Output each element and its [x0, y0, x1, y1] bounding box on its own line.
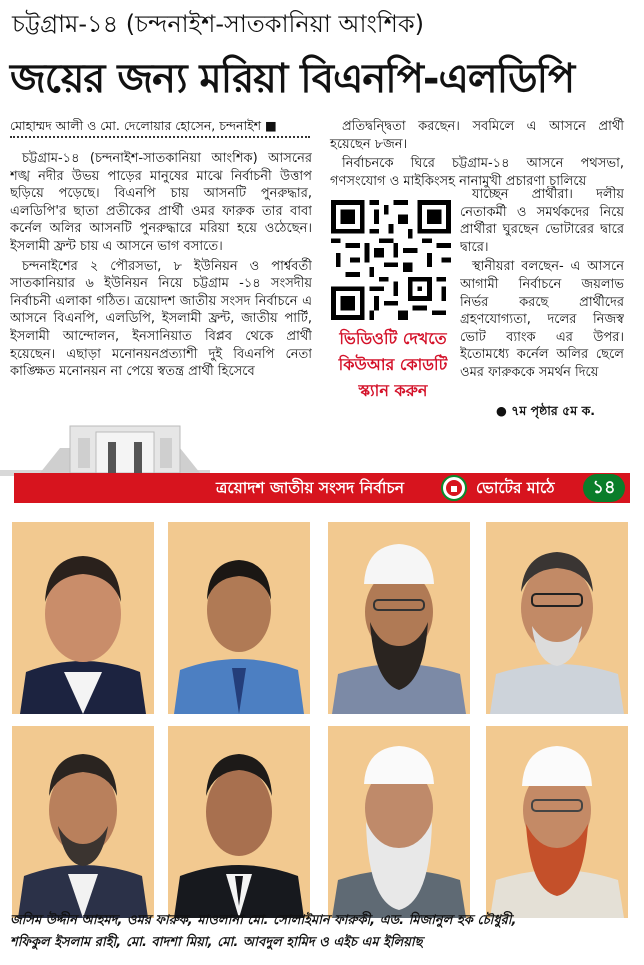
banner-subtitle: ভোটের মাঠে	[476, 479, 555, 497]
qr-code-icon[interactable]	[331, 200, 451, 320]
headline: জয়ের জন্য মরিয়া বিএনপি-এলডিপি	[10, 56, 575, 102]
candidate-photo	[12, 726, 154, 918]
banner-title: ত্রয়োদশ জাতীয় সংসদ নির্বাচন	[216, 479, 405, 497]
qr-caption: ভিডিওটি দেখতে কিউআর কোডটি স্ক্যান করুন	[338, 329, 448, 400]
candidate-photo	[168, 522, 310, 714]
byline-divider	[10, 136, 310, 138]
candidate-photo	[12, 522, 154, 714]
banner-number-badge: ১৪	[583, 474, 625, 502]
square-bullet-icon: ■	[265, 118, 277, 133]
continued-on-page: ● ৭ম পৃষ্ঠার ৫ম ক.	[496, 403, 596, 418]
byline	[10, 117, 312, 134]
article-paragraph: নির্বাচনকে ঘিরে চট্টগ্রাম-১৪ আসনে পথসভা, গণসংযোগ ও মাইকিংসহ নানামুখী প্রচারণা চালিয়ে	[330, 156, 624, 189]
candidate-photo	[328, 522, 470, 714]
caption-line: জসিম উদ্দীন আহমদ, ওমর ফারুক, মাওলানা মো. সোলাইমান ফারুকী, এড. মিজানুল হক চৌধুরী,	[10, 913, 517, 928]
article-column-2-right	[460, 186, 624, 396]
article-paragraph: যাচ্ছেন প্রার্থীরা। দলীয় নেতাকর্মী ও সমর্থকদের নিয়ে প্রার্থীরা ঘুরছেন ভোটারের দ্বারে দ্বারে।	[460, 187, 624, 255]
article-paragraph: স্থানীয়রা বলছেন- এ আসনে আগামী নির্বাচনে জয়লাভ নির্ভর করছে প্রার্থীদের গ্রহণযোগ্যতা, দলের নিজস্ব ভোট ব্যাংক এর উপর। ইতোমধ্যে কর্নেল অলির ছেলে ওমর ফারুককে সমর্থন দিয়ে	[460, 259, 624, 380]
election-logo-icon	[441, 475, 467, 501]
article-column-2-top	[330, 118, 624, 192]
article-paragraph: চন্দনাইশের ২ পৌরসভা, ৮ ইউনিয়ন ও পার্শ্ববর্তী সাতকানিয়ার ৬ ইউনিয়ন নিয়ে চট্টগ্রাম -১৪ সংসদীয় নির্বাচনী এলাকা গঠিত। ত্রয়োদশ জাতীয় সংসদ নির্বাচনে এ আসনে বিএনপি, এলডিপি, ইসলামী ফ্রন্ট, জাতীয় পার্টি, ইসলামী আন্দোলন, ইনসানিয়াত বিপ্লব থেকে প্রার্থী হয়েছেন। এছাড়া মনোনয়নপ্রত্যাশী দুই বিএনপি নেতা কাঙ্ক্ষিত মনোনয়ন না পেয়ে স্বতন্ত্র প্রার্থী হিসেবে	[10, 258, 312, 380]
candidate-photo	[168, 726, 310, 918]
candidate-photo	[328, 726, 470, 918]
caption-line: শফিকুল ইসলাম রাহী, মো. বাদশা মিয়া, মো. আবদুল হামিদ ও এইচ এম ইলিয়াছ	[10, 935, 423, 950]
article-paragraph: প্রতিদ্বন্দ্বিতা করছেন। সবমিলে এ আসনে প্রার্থী হয়েছেন ৮জন।	[330, 119, 624, 152]
article-column-1	[10, 150, 312, 390]
photo-caption	[10, 910, 634, 954]
candidate-photo	[486, 726, 628, 918]
byline-text: মোহাম্মদ আলী ও মো. দেলোয়ার হোসেন, চন্দনাইশ	[10, 118, 262, 133]
article-paragraph: চট্টগ্রাম-১৪ (চন্দনাইশ-সাতকানিয়া আংশিক) আসনের শঙ্খ নদীর উভয় পাড়ের মানুষের মাঝে নির্বাচনী উত্তাপ ছড়িয়ে পড়েছে। বিএনপি চায় আসনটি পুনরুদ্ধার, এলডিপি'র ছাতা প্রতীকের প্রার্থী ওমর ফারুক তার বাবা কর্নেল অলির আসনটি পুনরুদ্ধারে মরিয়া হয়ে ওঠেছেন। ইসলামী ফ্রন্ট চায় এ আসনে ভাগ বসাতে।	[10, 151, 312, 254]
candidate-photo	[486, 522, 628, 714]
section-kicker: চট্টগ্রাম-১৪ (চন্দনাইশ-সাতকানিয়া আংশিক)	[12, 10, 425, 38]
